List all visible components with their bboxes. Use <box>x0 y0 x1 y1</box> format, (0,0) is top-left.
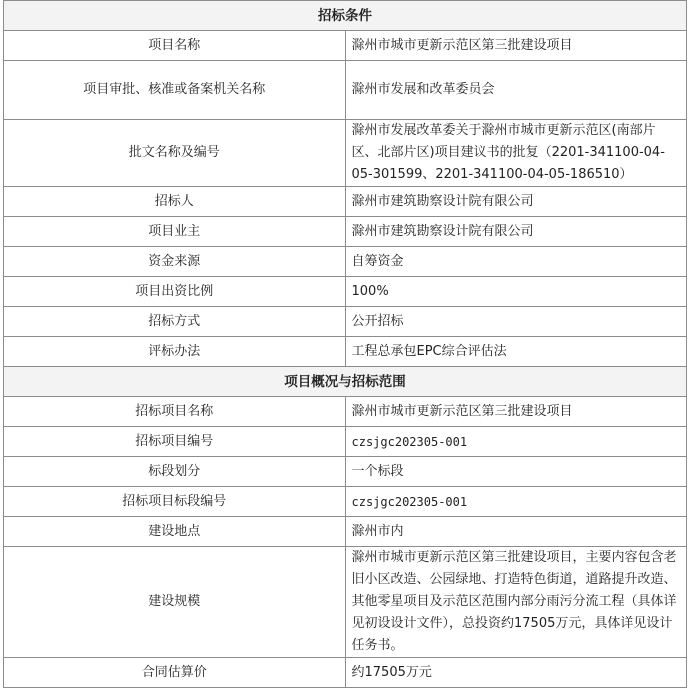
table-row <box>4 397 687 427</box>
row-value: 一个标段 <box>345 457 687 487</box>
row-value: 滁州市城市更新示范区第三批建设项目 <box>345 397 687 427</box>
row-label: 项目业主 <box>4 217 346 247</box>
row-label: 合同估算价 <box>4 658 346 688</box>
section-title: 项目概况与招标范围 <box>4 367 687 397</box>
row-label: 评标办法 <box>4 337 346 367</box>
row-value: 约17505万元 <box>345 658 687 688</box>
row-label: 项目名称 <box>4 31 346 61</box>
section-header-tender-conditions <box>4 1 687 31</box>
row-value: 工程总承包EPC综合评估法 <box>345 337 687 367</box>
table-row <box>4 217 687 247</box>
table-row <box>4 247 687 277</box>
table-row <box>4 61 687 120</box>
row-label: 招标人 <box>4 187 346 217</box>
row-value: 自筹资金 <box>345 247 687 277</box>
row-label: 项目出资比例 <box>4 277 346 307</box>
row-label: 资金来源 <box>4 247 346 277</box>
table-row <box>4 658 687 688</box>
row-value: 滁州市建筑勘察设计院有限公司 <box>345 187 687 217</box>
row-value: 滁州市发展改革委关于滁州市城市更新示范区(南部片区、北部片区)项目建议书的批复（2201-341100-04-05-301599、2201-341100-04-05-186510） <box>345 120 687 187</box>
row-label: 批文名称及编号 <box>4 120 346 187</box>
row-label: 招标项目标段编号 <box>4 487 346 517</box>
row-value: 公开招标 <box>345 307 687 337</box>
row-value: 滁州市城市更新示范区第三批建设项目，主要内容包含老旧小区改造、公园绿地、打造特色街道，道路提升改造、其他零星项目及示范区范围内部分雨污分流工程（具体详见初设设计文件），总投资约17505万元，具体详见设计任务书。 <box>345 547 687 658</box>
section-title: 招标条件 <box>4 1 687 31</box>
row-label: 招标项目名称 <box>4 397 346 427</box>
row-value: czsjgc202305-001 <box>345 427 687 457</box>
table-row <box>4 307 687 337</box>
row-value: 100% <box>345 277 687 307</box>
section-header-project-overview <box>4 367 687 397</box>
row-label: 招标项目编号 <box>4 427 346 457</box>
row-label: 招标方式 <box>4 307 346 337</box>
table-row <box>4 487 687 517</box>
tender-info-table <box>3 0 687 688</box>
row-label: 建设地点 <box>4 517 346 547</box>
row-label: 建设规模 <box>4 547 346 658</box>
row-value: 滁州市城市更新示范区第三批建设项目 <box>345 31 687 61</box>
table-row <box>4 427 687 457</box>
row-label: 标段划分 <box>4 457 346 487</box>
row-value: 滁州市建筑勘察设计院有限公司 <box>345 217 687 247</box>
table-row <box>4 187 687 217</box>
table-row <box>4 547 687 658</box>
table-row <box>4 120 687 187</box>
table-row <box>4 457 687 487</box>
row-value: 滁州市内 <box>345 517 687 547</box>
row-value: 滁州市发展和改革委员会 <box>345 61 687 120</box>
row-value: czsjgc202305-001 <box>345 487 687 517</box>
row-label: 项目审批、核准或备案机关名称 <box>4 61 346 120</box>
table-row <box>4 31 687 61</box>
table-row <box>4 277 687 307</box>
table-row <box>4 337 687 367</box>
table-row <box>4 517 687 547</box>
